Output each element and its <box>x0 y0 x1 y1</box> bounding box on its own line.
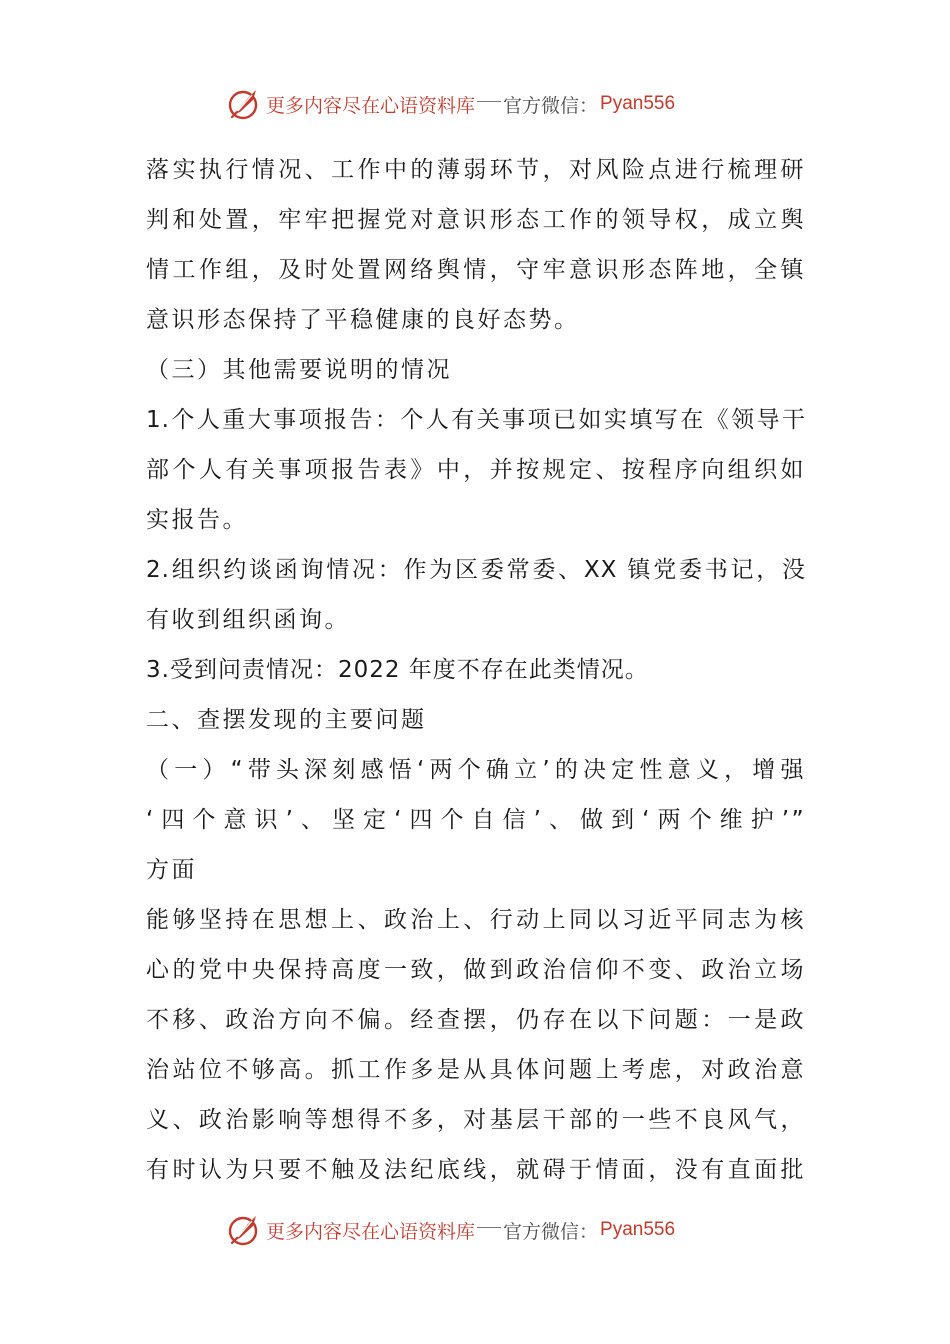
text-line: 义、政治影响等想得不多，对基层干部的一些不良风气， <box>146 1107 806 1133</box>
text-line: 能够坚持在思想上、政治上、行动上同以习近平同志为核 <box>146 907 806 933</box>
watermark-wechat-id: Pyan556 <box>600 1219 676 1240</box>
section-heading: 方面 <box>146 857 197 883</box>
section-heading: 二、查摆发现的主要问题 <box>146 707 427 733</box>
text-line: 落实执行情况、工作中的薄弱环节，对风险点进行梳理研 <box>146 157 806 183</box>
footer-watermark <box>226 1210 675 1250</box>
text-line: 判和处置，牢牢把握党对意识形态工作的领导权，成立舆 <box>146 207 806 233</box>
text-line: 有时认为只要不触及法纪底线，就碍于情面，没有直面批 <box>146 1157 806 1183</box>
text-line: 3.受到问责情况：2022 年度不存在此类情况。 <box>146 657 649 683</box>
text-line: 1.个人重大事项报告：个人有关事项已如实填写在《领导干 <box>146 407 806 433</box>
quill-logo-icon <box>226 1212 262 1248</box>
text-line: 部个人有关事项报告表》中，并按规定、按程序向组织如 <box>146 457 806 483</box>
text-line: 治站位不够高。抓工作多是从具体问题上考虑，对政治意 <box>146 1057 806 1083</box>
text-line: 意识形态保持了平稳健康的良好态势。 <box>146 307 580 333</box>
text-line: 2.组织约谈函询情况：作为区委常委、XX 镇党委书记，没 <box>146 557 806 583</box>
watermark-dash <box>477 101 501 102</box>
watermark-dash <box>477 1227 501 1228</box>
text-line: 情工作组，及时处置网络舆情，守牢意识形态阵地，全镇 <box>146 257 806 283</box>
watermark-text: 更多内容尽在心语资料库 <box>266 94 476 117</box>
watermark-official-label: 官方微信： <box>503 94 599 117</box>
text-line: 实报告。 <box>146 507 248 533</box>
section-heading: （一）“带头深刻感悟‘两个确立’的决定性意义，增强 <box>146 757 806 783</box>
quill-logo-icon <box>226 86 262 122</box>
section-heading: （三）其他需要说明的情况 <box>146 357 452 383</box>
header-watermark <box>226 84 675 124</box>
section-heading: ‘四个意识’、坚定‘四个自信’、做到‘两个维护’” <box>146 807 806 833</box>
text-line: 心的党中央保持高度一致，做到政治信仰不变、政治立场 <box>146 957 806 983</box>
document-body <box>146 145 806 1195</box>
watermark-text: 更多内容尽在心语资料库 <box>266 1220 476 1243</box>
text-line: 不移、政治方向不偏。经查摆，仍存在以下问题：一是政 <box>146 1007 806 1033</box>
watermark-official-label: 官方微信： <box>503 1220 599 1243</box>
watermark-wechat-id: Pyan556 <box>600 93 676 114</box>
text-line: 有收到组织函询。 <box>146 607 350 633</box>
